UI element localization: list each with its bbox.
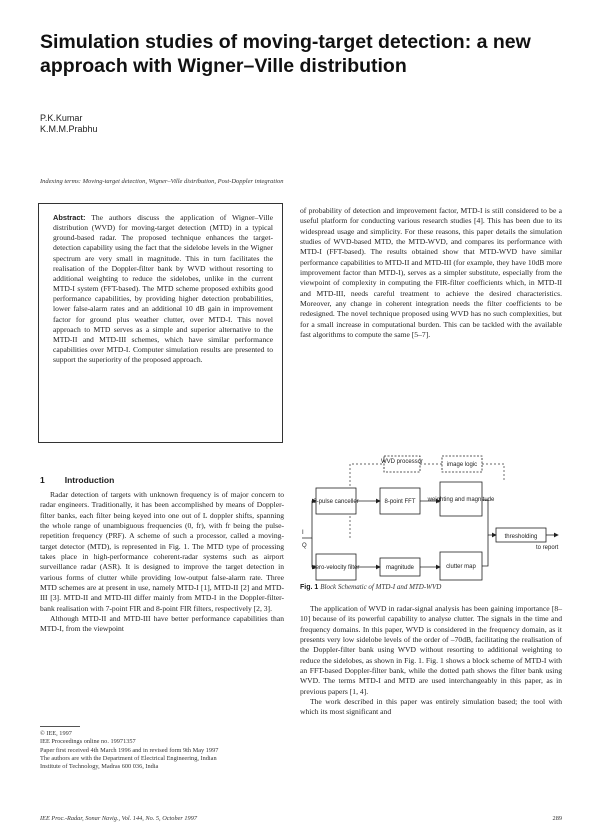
author-list bbox=[40, 113, 98, 135]
footnote-line: The authors are with the Department of Electrical Engineering, Indian bbox=[40, 754, 217, 762]
paper-title: Simulation studies of moving-target detection: a new approach with Wigner–Ville distribution bbox=[40, 31, 531, 77]
footnote-line: IEE Proceedings online no. 19971357 bbox=[40, 738, 136, 746]
body-paragraph: Radar detection of targets with unknown frequency is of major concern to radar engineers. Traditionally, it has been accomplished by means of Doppler-filter banks, each filter being keyed into one out of L doppler shifts, spanning the whole range of unambiguous frequencies (0, fr), with fr being the pulse-repetition frequency (PRF). A scheme of such a processor, called a moving-target detector (MTD), is represented in Fig. 1. The MTD type of processing takes place in high-performance coherent-radar systems such as airport surveillance radar (ASR). It is designed to improve the target detection in various forms of clutter while providing low-output false-alarm rate. Three MTD schemes are at present in use, namely MTD-I [1], MTD-II [2] and MTD-III [3]. MTD-II and MTD-III differ mainly from MTD-I in the Doppler-filter-bank realisation with 7-point FIR and 8-point FIR filters, respectively [2, 3]. bbox=[40, 490, 284, 613]
fft-label: 8-point FFT bbox=[384, 499, 416, 505]
body-paragraph: Although MTD-II and MTD-III have better performance capabilities than MTD-I, from the viewpoint bbox=[40, 614, 284, 634]
introduction-body bbox=[40, 490, 284, 635]
abstract-box bbox=[38, 203, 283, 443]
right-column-bottom bbox=[300, 604, 562, 718]
footnote-divider bbox=[40, 726, 80, 727]
figure-1 bbox=[300, 434, 562, 594]
abstract-text: The authors discuss the application of Wigner–Ville distribution (WVD) for moving-target detection (MTD) in a typical ground-based radar. The proposed technique enhances the target-detection capability using the fact that the sidelobe levels in the Wigner spectrum are very small in magnitude. This in turn facilitates the realisation of the Doppler-filter bank by WVD without resorting to additional weighting to reduce the sidelobes, unlike in the current MTD-I system (FFT-based). The MTD scheme proposed exhibits good performance capabilities, by providing higher detection probabilities, lower false-alarm rates and an additional 10 dB gain in improvement factor for ground plus weather clutter, over MTD-I. This novel approach to MTD serves as a simple and superior alternative to the MTD-II and MTD-III schemes, which have similar performance capabilities over MTD-I. Computer simulation results are presented to support the superiority of the proposed approach. bbox=[53, 213, 273, 365]
page-footer bbox=[40, 815, 562, 822]
section-number: 1 bbox=[40, 475, 45, 485]
section-title: Introduction bbox=[64, 475, 115, 485]
figure-caption-label: Fig. 1 bbox=[300, 584, 319, 591]
footnotes bbox=[40, 730, 284, 771]
footnote-line: © IEE, 1997 bbox=[40, 730, 72, 737]
image-logic-label: image logic bbox=[446, 462, 478, 468]
output-label: to report bbox=[536, 545, 559, 551]
body-paragraph: The work described in this paper was entirely simulation based; the tool with which its most significant and bbox=[300, 697, 562, 717]
input-q-label: Q bbox=[302, 543, 307, 549]
abstract-paragraph bbox=[53, 213, 273, 365]
body-paragraph: The application of WVD in radar-signal analysis has been gaining importance [8–10] because of its powerful capability to analyse clutter. The signals in the time and frequency domains. In this paper, WVD is considered in the frequency domain, as it presents very low sidelobe levels of the order of –70dB, facilitating the realisation of the Doppler-filter bank using WVD without resorting to additional weighting to reduce the sidelobes, as shown in Fig. 1. Fig. 1 shows a block scheme of MTD-I with an FFT-based Doppler-filter bank, while the dotted path shows the filter bank using WVD. The terms MTD-I and MTD are used interchangeably in this paper, as in previous papers [1, 4]. bbox=[300, 604, 562, 696]
footnote-line: Institute of Technology, Madras 600 036, India bbox=[40, 763, 159, 771]
abstract-heading: Abstract: bbox=[53, 213, 86, 222]
clutter-map-label: clutter map bbox=[446, 564, 476, 570]
author-name: K.M.M.Prabhu bbox=[40, 124, 98, 134]
section-heading bbox=[40, 475, 134, 485]
weighting-label: weighting and magnitude bbox=[427, 497, 495, 503]
thresholding-label: thresholding bbox=[504, 534, 538, 540]
footnote-line: Paper first received 4th March 1996 and in revised form 9th May 1997 bbox=[40, 746, 219, 754]
figure-caption-text: Block Schematic of MTD-I and MTD-WVD bbox=[320, 583, 442, 591]
figure-caption bbox=[300, 583, 441, 591]
body-paragraph: of probability of detection and improvement factor, MTD-I is still considered to be a useful platform for conducting various research studies [4]. This has been due to its widespread usage and simplicity. For these reasons, this paper details the simulation studies of WVD-based MTD, the MTD-WVD, and compares its performance with MTD-I (FFT-based). The results obtained show that MTD-WVD have similar performance capabilities to MTD-II and MTD-III (for example, they have 10dB more improvement factor than MTD-I), serves as a simpler substitute, especially from the viewpoint of complexity in computing the FIR-filter coefficients which, in MTD-II and MTD-III, needs careful treatment to achieve the desired characteristics. Moreover, any change in coherent integration needs the filter coefficients to be redesigned. The novel technique proposed using WVD has no such complexities, but for a small increase in computational burden. This can be tackled with the available fast algorithms to compute the same [5–7]. bbox=[300, 206, 562, 340]
indexing-terms: Indexing terms: Moving-target detection, Wigner–Ville distribution, Post-Doppler integration bbox=[40, 178, 284, 185]
journal-reference: IEE Proc.-Radar, Sonar Navig., Vol. 144, No. 5, October 1997 bbox=[40, 815, 197, 822]
three-pulse-label: 3-pulse canceller bbox=[313, 499, 359, 505]
zero-velocity-label: zero-velocity filter bbox=[312, 565, 360, 571]
author-name: P.K.Kumar bbox=[40, 113, 83, 123]
input-i-label: I bbox=[302, 530, 304, 536]
magnitude-label: magnitude bbox=[385, 565, 415, 571]
page-number: 289 bbox=[552, 815, 562, 822]
right-column-top bbox=[300, 206, 562, 340]
wvd-label: WVD processor bbox=[380, 459, 424, 465]
block-diagram bbox=[300, 434, 562, 584]
